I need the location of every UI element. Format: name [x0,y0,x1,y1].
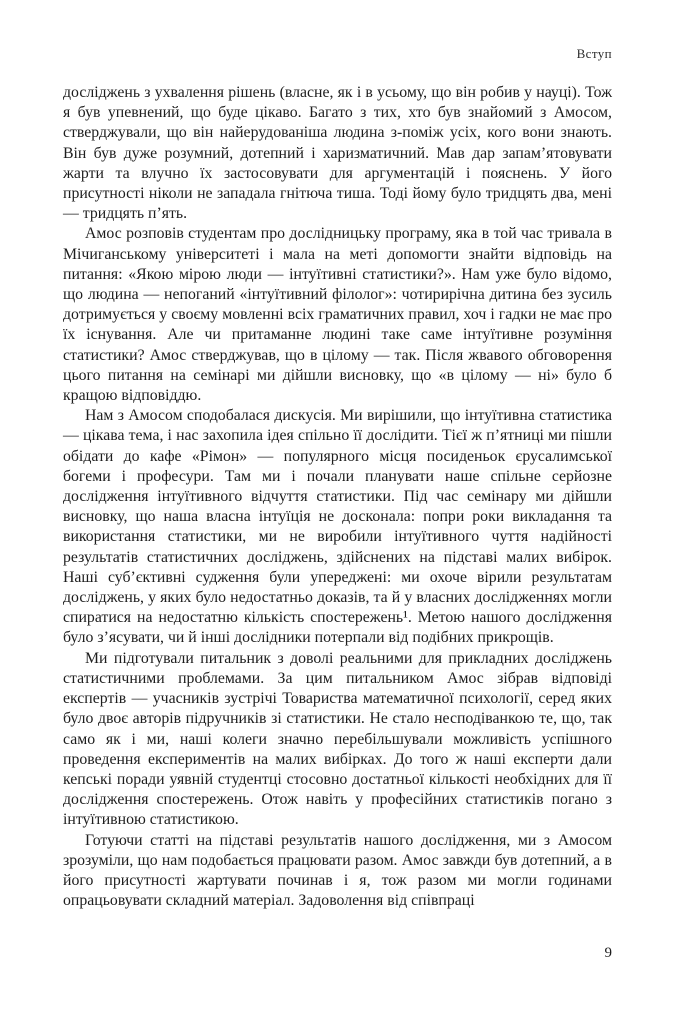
paragraph: досліджень з ухвалення рішень (власне, як і в усьому, що він робив у науці). Тож я був упевнений, що буде цікаво. Багато з тих, хто був знайомий з Амосом, стверджували, що він найерудованіша людина з-поміж усіх, кого вони знають. Він був дуже розумний, дотепний і харизматичний. Мав дар запам’ятовувати жарти та влучно їх застосовувати для аргументацій і пояснень. У його присутності ніколи не западала гнітюча тиша. Тоді йому було тридцять два, мені — тридцять п’ять. [63,84,612,223]
body-text [63,83,612,911]
paragraph: Готуючи статті на підставі результатів нашого дослідження, ми з Амосом зрозуміли, що нам подобається працювати разом. Амос завжди був дотепний, а в його присутності жартувати починав і я, тож разом ми могли годинами опрацьовувати складний матеріал. Задоволення від співпраці [63,831,612,910]
paragraph: Ми підготували питальник з доволі реальними для прикладних досліджень статистичними проблемами. За цим питальником Амос зібрав відповіді експертів — учасників зустрічі Товариства математичної психології, серед яких було двоє авторів підручників зі статистики. Не стало несподіванкою те, що, так само як і ми, наші колеги значно перебільшували можливість успішного проведення експериментів на малих вибірках. До того ж наші експерти дали кепські поради уявній студентці стосовно достатньої кількості необхідних для її дослідження спостережень. Отож навіть у професійних статистиків погано з інтуїтивною статистикою. [63,649,612,829]
paragraph: Амос розповів студентам про дослідницьку програму, яка в той час тривала в Мічиганському університеті і мала на меті допомогти знайти відповідь на питання: «Якою мірою люди — інтуїтивні статистики?». Нам уже було відомо, що людина — непоганий «інтуїтивний філолог»: чотирирічна дитина без зусиль дотримується у своєму мовленні всіх граматичних правил, хоч і гадки не має про їх існування. Але чи притаманне людині таке саме інтуїтивне розуміння статистики? Амос стверджував, що в цілому — так. Після жвавого обговорення цього питання на семінарі ми дійшли висновку, що «в цілому — ні» було б кращою відповіддю. [63,225,612,405]
paragraph: Нам з Амосом сподобалася дискусія. Ми вирішили, що інтуїтивна статистика — цікава тема, і нас захопила ідея спільно її дослідити. Тієї ж п’ятниці ми пішли обідати до кафе «Рімон» — популярного місця посиденьок єрусалимської богеми і професури. Там ми і почали планувати наше спільне серйозне дослідження інтуїтивного відчуття статистики. Під час семінару ми дійшли висновку, що наша власна інтуїція не досконала: попри роки викладання та використання статистики, ми не виробили інтуїтивного чуття надійності результатів статистичних досліджень, здійснених на підставі малих вибірок. Наші суб’єктивні судження були упереджені: ми охоче вірили результатам досліджень, у яких було недостатньо доказів, та й у власних дослідженнях могли спиратися на недостатню кількість спостережень¹. Метою нашого дослідження було з’ясувати, чи й інші дослідники потерпали від подібних прикрощів. [63,407,612,647]
page-number: 9 [604,945,612,961]
running-head: Вступ [576,46,612,61]
